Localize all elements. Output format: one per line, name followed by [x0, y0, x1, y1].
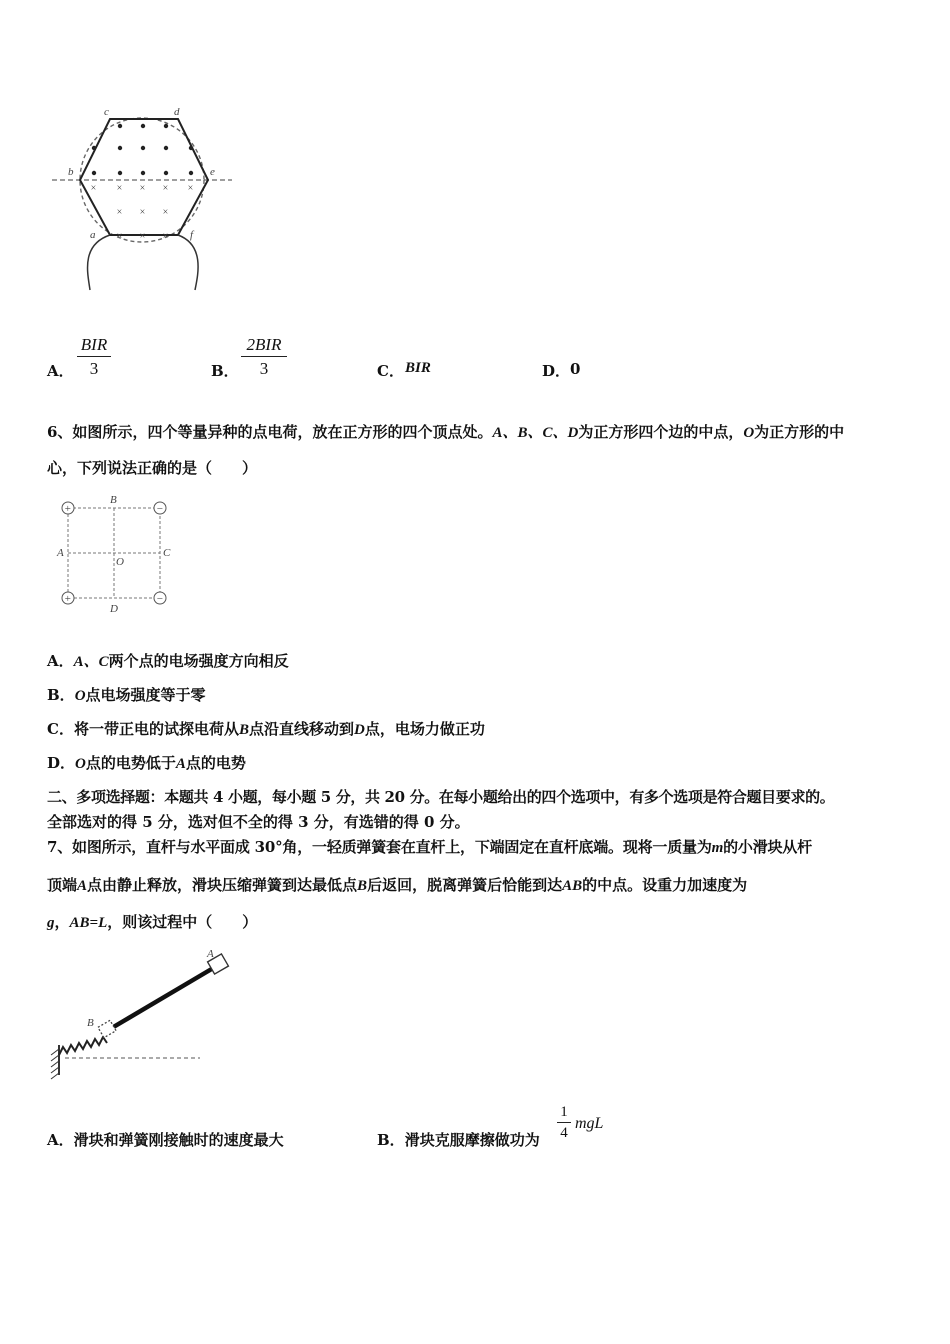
svg-text:×: × [162, 207, 169, 218]
q5-option-b-letter: B． [211, 362, 239, 380]
q6-option-c: C．将一带正电的试探电荷从B点沿直线移动到D点，电场力做正功 [47, 720, 485, 738]
section2-line1: 二、多项选择题：本题共 4 小题，每小题 5 分，共 20 分。在每小题给出的四个选项中，有多个选项是符合题目要求的。 [47, 788, 835, 806]
label-C: C [163, 547, 171, 559]
q7-option-b: B．滑块克服摩擦做功为 [377, 1131, 540, 1149]
q7-option-a: A．滑块和弹簧刚接触时的速度最大 [47, 1131, 284, 1149]
section2-line2: 全部选对的得 5 分，选对但不全的得 3 分，有选错的得 0 分。 [47, 813, 470, 831]
q5-option-a-letter: A． [47, 362, 74, 380]
label-a: a [90, 229, 96, 241]
minus-br: − [156, 593, 164, 605]
plus-tl: + [64, 503, 72, 515]
q5-option-a-fraction: BIR 3 [77, 335, 111, 379]
label-B: B [87, 1017, 94, 1029]
svg-text:×: × [116, 231, 123, 242]
q6-square-figure [55, 494, 195, 624]
q5-option-b-fraction: 2BIR 3 [241, 335, 287, 379]
q7-stem-line1: 7、如图所示，直杆与水平面成 30°角，一轻质弹簧套在直杆上，下端固定在直杆底端。现将一质量为m的小滑块从杆 [47, 838, 812, 856]
q7-incline-figure [45, 945, 245, 1085]
q6-option-a: A．A、C两个点的电场强度方向相反 [47, 652, 289, 670]
q6-option-b: B．O点电场强度等于零 [47, 686, 206, 704]
q7-stem-line3: g，AB=L，则该过程中（ ） [47, 913, 258, 931]
svg-text:×: × [116, 183, 123, 194]
q5-hexagon-figure [50, 105, 250, 305]
minus-tr: − [156, 503, 164, 515]
plus-bl: + [64, 593, 72, 605]
svg-text:×: × [162, 183, 169, 194]
label-f: f [190, 229, 194, 241]
q6-stem-line2: 心，下列说法正确的是（ ） [47, 459, 258, 477]
q6-stem-line1: 6、如图所示，四个等量异种的点电荷，放在正方形的四个顶点处。A、B、C、D为正方形四个边的中点，O为正方形的中 [47, 423, 845, 441]
label-e: e [210, 166, 215, 178]
label-B: B [110, 494, 117, 506]
q7-option-b-expr: mgL [575, 1115, 604, 1132]
q6-option-d: D．O点的电势低于A点的电势 [47, 754, 246, 772]
q5-option-d-value: 0 [570, 360, 581, 378]
label-A: A [57, 547, 64, 559]
label-D: D [110, 603, 118, 615]
svg-text:×: × [187, 183, 194, 194]
q5-option-d-letter: D． [542, 362, 571, 380]
q5-option-c-value: BIR [405, 360, 431, 376]
label-c: c [104, 106, 109, 118]
q7-stem-line2: 顶端A点由静止释放，滑块压缩弹簧到达最低点B后返回，脱离弹簧后恰能到达AB的中点。设重力加速度为 [47, 876, 748, 894]
q5-option-c-letter: C． [377, 362, 404, 380]
svg-text:×: × [90, 183, 97, 194]
label-b: b [68, 166, 74, 178]
label-O: O [116, 556, 124, 568]
svg-text:×: × [139, 183, 146, 194]
label-d: d [174, 106, 180, 118]
svg-text:×: × [139, 231, 146, 242]
svg-text:×: × [162, 231, 169, 242]
q7-option-b-fraction: $\frac{1}{4}$ [557, 1104, 571, 1142]
svg-text:×: × [116, 207, 123, 218]
svg-text:×: × [139, 207, 146, 218]
label-A: A [207, 948, 214, 960]
